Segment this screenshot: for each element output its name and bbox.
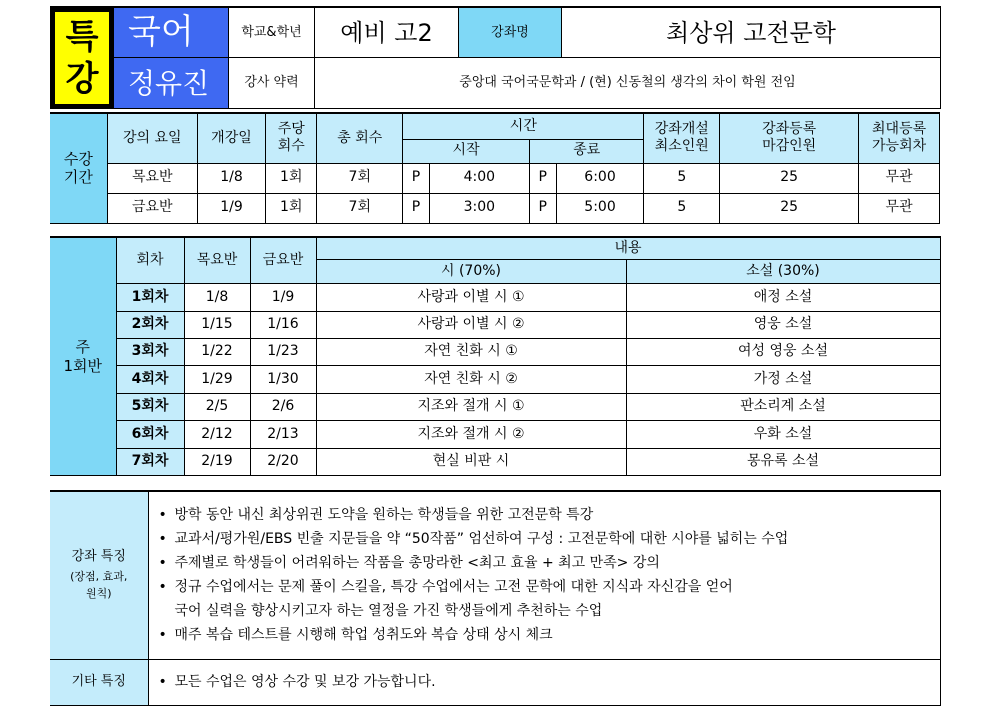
profile-label: 강사 약력 [229,58,315,109]
enrollment-period-label: 수강 기간 [50,113,107,223]
start-time-cell: 4:00 [429,163,529,193]
header-per-week: 주당 회수 [266,113,317,163]
feature-item [159,551,940,575]
end-period-cell: P [529,193,556,223]
session-cell: 1회차 [116,284,184,311]
day-cell: 목요반 [107,163,197,193]
poem-topic: 사랑과 이별 시 ② [316,311,626,338]
header-poem: 시 (70%) [316,259,626,283]
extra-feature [148,659,940,705]
table-row [50,448,940,476]
header-min: 강좌개설 최소인원 [644,113,720,163]
session-cell: 2회차 [116,311,184,338]
header-novel: 소설 (30%) [626,259,940,283]
start-date-cell: 1/8 [197,163,266,193]
schedule-row [50,193,940,223]
feature-text: 주제별로 학생들이 어려워하는 작품을 총망라한 <최고 효율 + 최고 만족> 강의 [174,555,660,572]
profile-value: 중앙대 국어국문학과 / (현) 신동철의 생각의 차이 학원 전임 [315,58,941,109]
thursday-date: 2/19 [184,448,250,476]
start-period-cell: P [403,193,430,223]
friday-date: 1/30 [250,366,316,393]
header-end: 종료 [529,139,644,163]
start-period-cell: P [403,163,430,193]
friday-date: 2/13 [250,421,316,448]
weekly-side-label: 주 1회반 [50,237,116,476]
start-time-cell: 3:00 [429,193,529,223]
novel-topic: 가정 소설 [626,366,940,393]
thursday-date: 1/15 [184,311,250,338]
table-row [50,366,940,393]
course-features-table [50,490,941,706]
min-cell: 5 [644,163,720,193]
bullet-icon: • [158,507,167,524]
poem-topic: 지조와 절개 시 ② [316,421,626,448]
novel-topic: 판소리계 소설 [626,393,940,420]
friday-date: 2/6 [250,393,316,420]
feature-item [159,527,940,551]
start-date-cell: 1/9 [197,193,266,223]
day-cell: 금요반 [107,193,197,223]
feature-text: 국어 실력을 향상시키고자 하는 열정을 가진 학생들에게 추천하는 수업 [174,603,603,620]
thursday-date: 1/8 [184,284,250,311]
end-time-cell: 6:00 [556,163,644,193]
header-thursday: 목요반 [184,237,250,284]
thursday-date: 1/22 [184,338,250,365]
feature-item [159,503,940,527]
course-title: 최상위 고전문학 [562,7,941,58]
header-day: 강의 요일 [107,113,197,163]
table-row [50,393,940,420]
thursday-date: 2/12 [184,421,250,448]
header-start-date: 개강일 [197,113,266,163]
poem-topic: 현실 비판 시 [316,448,626,476]
table-row [50,338,940,365]
session-cell: 4회차 [116,366,184,393]
novel-topic: 몽유록 소설 [626,448,940,476]
per-week-cell: 1회 [266,163,317,193]
badge-char-1: 특 [65,16,99,57]
feature-text: 교과서/평가원/EBS 빈출 지문들을 약 “50작품” 엄선하여 구성 : 고전문학에 대한 시야를 넓히는 수업 [174,531,789,548]
header-friday: 금요반 [250,237,316,284]
thursday-date: 1/29 [184,366,250,393]
end-period-cell: P [529,163,556,193]
novel-topic: 영웅 소설 [626,311,940,338]
friday-date: 2/20 [250,448,316,476]
subject-title: 국어 [114,7,229,58]
max-cell: 무관 [859,193,940,223]
grade-value: 예비 고2 [315,7,459,58]
session-cell: 7회차 [116,448,184,476]
min-cell: 5 [644,193,720,223]
novel-topic: 우화 소설 [626,421,940,448]
features-label-note: (장점, 효과, 원칙) [70,570,128,600]
bullet-icon: • [158,627,167,644]
feature-item [159,623,940,647]
poem-topic: 사랑과 이별 시 ① [316,284,626,311]
header-max: 최대등록 가능회차 [859,113,940,163]
bullet-icon: • [158,555,167,572]
weekly-curriculum-table [50,236,941,476]
header-time: 시간 [403,113,644,139]
header-content: 내용 [316,237,940,259]
instructor-name: 정유진 [114,58,229,109]
header-total: 총 회수 [317,113,403,163]
thursday-date: 2/5 [184,393,250,420]
total-cell: 7회 [317,163,403,193]
features-label: 강좌 특징 [71,548,126,564]
poem-topic: 자연 친화 시 ② [316,366,626,393]
course-header [50,6,941,109]
bullet-icon: • [158,579,167,596]
novel-topic: 여성 영웅 소설 [626,338,940,365]
table-row [50,421,940,448]
deadline-cell: 25 [720,163,859,193]
feature-text: 방학 동안 내신 최상위권 도약을 원하는 학생들을 위한 고전문학 특강 [174,507,594,524]
table-row [50,284,940,311]
friday-date: 1/16 [250,311,316,338]
header-start: 시작 [403,139,530,163]
total-cell: 7회 [317,193,403,223]
feature-item-continued [159,599,940,623]
bullet-icon: • [158,531,167,548]
novel-topic: 애정 소설 [626,284,940,311]
poem-topic: 자연 친화 시 ① [316,338,626,365]
header-session: 회차 [116,237,184,284]
badge-char-2: 강 [65,59,99,99]
session-cell: 3회차 [116,338,184,365]
extra-label: 기타 특징 [50,659,148,705]
special-lecture-badge [51,7,114,109]
max-cell: 무관 [859,163,940,193]
features-label-cell [50,491,148,659]
feature-text: 매주 복습 테스트를 시행해 학업 성취도와 복습 상태 상시 체크 [174,627,553,644]
course-label: 강좌명 [459,7,562,58]
per-week-cell: 1회 [266,193,317,223]
deadline-cell: 25 [720,193,859,223]
header-deadline: 강좌등록 마감인원 [720,113,859,163]
schedule-table [50,112,940,224]
poem-topic: 지조와 절개 시 ① [316,393,626,420]
session-cell: 5회차 [116,393,184,420]
grade-label: 학교&학년 [229,7,315,58]
table-row [50,311,940,338]
feature-text: 정규 수업에서는 문제 풀이 스킬을, 특강 수업에서는 고전 문학에 대한 지식과 자신감을 얻어 [174,579,733,596]
extra-text: 모든 수업은 영상 수강 및 보강 가능합니다. [174,673,436,690]
feature-item [159,575,940,599]
features-list [148,491,940,659]
bullet-icon: • [158,673,167,690]
friday-date: 1/23 [250,338,316,365]
schedule-row [50,163,940,193]
session-cell: 6회차 [116,421,184,448]
end-time-cell: 5:00 [556,193,644,223]
friday-date: 1/9 [250,284,316,311]
